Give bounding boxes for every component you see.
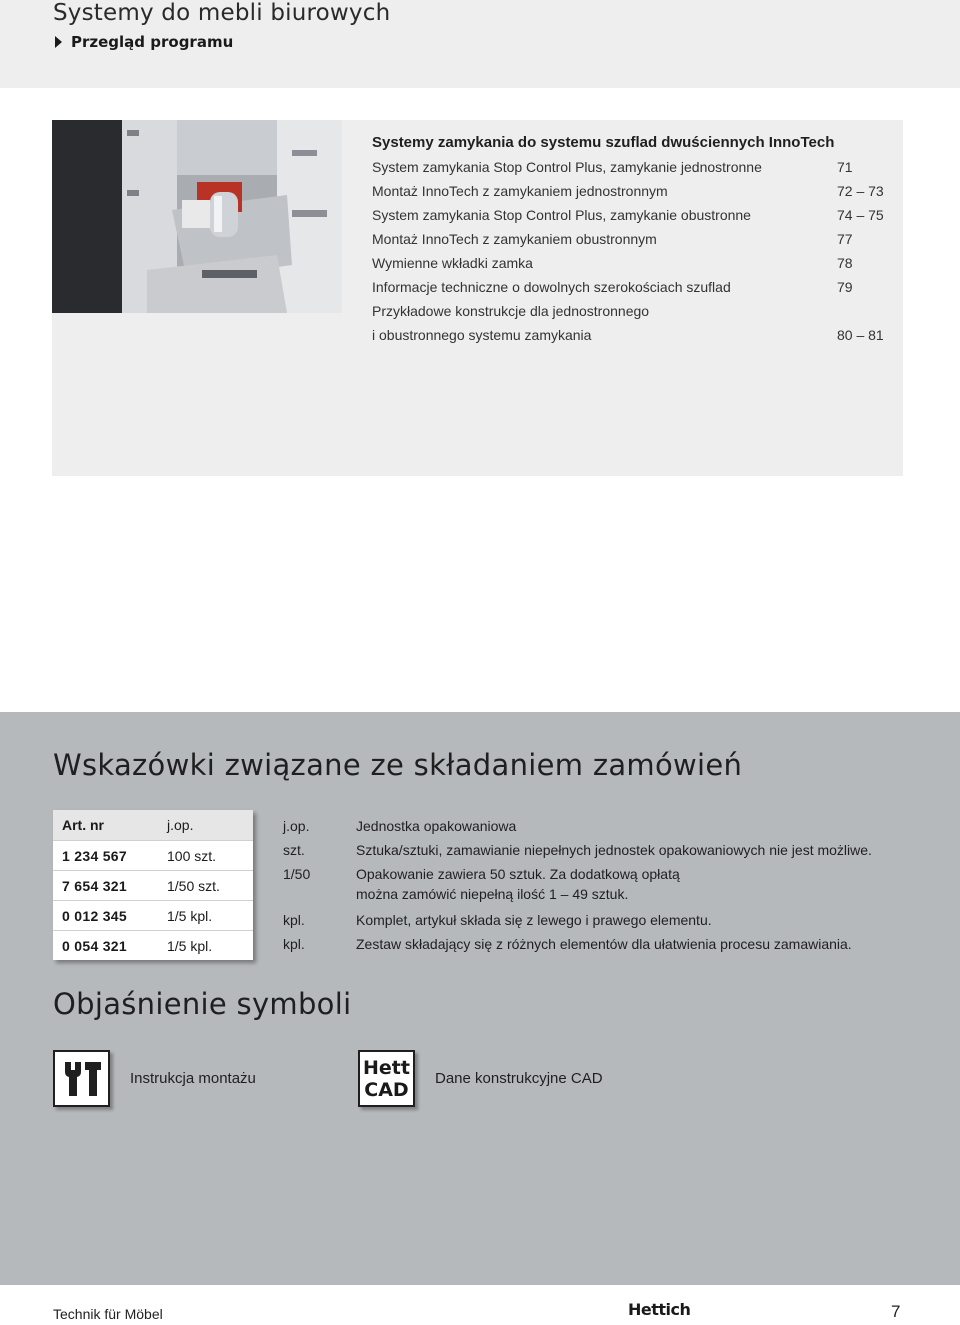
overview-heading: Systemy zamykania do systemu szuflad dwuściennych InnoTech <box>372 134 835 151</box>
footer-tagline: Technik für Möbel <box>53 1306 163 1322</box>
item-text: Wymienne wkładki zamka <box>372 255 533 271</box>
table-row <box>53 930 253 960</box>
symbol-label: Dane konstrukcyjne CAD <box>435 1070 603 1087</box>
definition-value: Opakowanie zawiera 50 sztuk. Za dodatkową opłatą <box>356 866 680 882</box>
product-photo <box>52 120 342 313</box>
definition-item <box>283 910 943 934</box>
table-cell: 0 054 321 <box>62 937 127 954</box>
definition-item <box>283 864 943 910</box>
ordering-notes-section <box>0 712 960 1285</box>
item-text: Montaż InnoTech z zamykaniem jednostronnym <box>372 183 668 199</box>
symbols-heading: Objaśnienie symboli <box>53 987 352 1021</box>
page-title: Systemy do mebli biurowych <box>53 0 391 26</box>
arrow-right-icon <box>55 36 62 48</box>
hettich-logo: Hettich <box>628 1300 691 1319</box>
symbol-cad-data <box>358 1050 603 1107</box>
table-cell: 1/50 szt. <box>167 877 220 894</box>
section-heading: Wskazówki związane ze składaniem zamówień <box>53 748 743 782</box>
list-item <box>372 277 892 301</box>
symbol-label: Instrukcja montażu <box>130 1070 256 1087</box>
program-overview <box>52 120 903 476</box>
page-header <box>0 0 960 88</box>
table-cell: 1 234 567 <box>62 847 127 864</box>
definition-value: Jednostka opakowaniowa <box>356 818 517 834</box>
list-item <box>372 325 892 349</box>
definition-value: Komplet, artykuł składa się z lewego i prawego elementu. <box>356 912 712 928</box>
table-cell: 100 szt. <box>167 847 217 864</box>
section-subtitle <box>55 33 233 51</box>
table-row <box>53 840 253 870</box>
table-cell: 7 654 321 <box>62 877 127 894</box>
definition-value-continued: można zamówić niepełną ilość 1 – 49 sztuk. <box>356 886 629 902</box>
definition-key: kpl. <box>283 936 305 952</box>
item-text: Informacje techniczne o dowolnych szerokościach szuflad <box>372 279 731 295</box>
item-text: Przykładowe konstrukcje dla jednostronnego <box>372 303 650 319</box>
example-order-table <box>53 810 253 960</box>
table-cell: 0 012 345 <box>62 907 127 924</box>
definition-key: j.op. <box>283 818 310 834</box>
item-page: 72 – 73 <box>837 183 884 199</box>
subtitle-text: Przegląd programu <box>71 33 234 51</box>
item-text: Montaż InnoTech z zamykaniem obustronnym <box>372 231 657 247</box>
cad-icon-line2: CAD <box>364 1078 409 1101</box>
table-row <box>53 870 253 900</box>
definition-key: 1/50 <box>283 866 311 882</box>
column-header: j.op. <box>167 817 194 833</box>
list-item <box>372 181 892 205</box>
cad-icon-line1: Hett <box>363 1056 410 1079</box>
overview-list <box>372 133 892 349</box>
item-text: System zamykania Stop Control Plus, zamykanie jednostronne <box>372 159 762 175</box>
table-cell: 1/5 kpl. <box>167 937 213 954</box>
definition-value: Zestaw składający się z różnych elementów dla ułatwienia procesu zamawiania. <box>356 936 852 952</box>
drawer-photo-illustration <box>52 120 342 313</box>
definition-key: kpl. <box>283 912 305 928</box>
tools-icon <box>53 1050 110 1107</box>
item-page: 79 <box>837 279 853 295</box>
table-header <box>53 810 253 840</box>
item-page: 71 <box>837 159 853 175</box>
item-text: i obustronnego systemu zamykania <box>372 327 592 343</box>
definition-value: Sztuka/sztuki, zamawianie niepełnych jednostek opakowaniowych nie jest możliwe. <box>356 842 872 858</box>
symbol-assembly-instructions <box>53 1050 256 1107</box>
definition-key: szt. <box>283 842 305 858</box>
item-page: 74 – 75 <box>837 207 884 223</box>
definitions-list <box>283 816 943 958</box>
table-cell: 1/5 kpl. <box>167 907 213 924</box>
definition-item <box>283 816 943 840</box>
definition-item <box>283 934 943 958</box>
item-page: 78 <box>837 255 853 271</box>
list-item <box>372 157 892 181</box>
list-item <box>372 253 892 277</box>
list-item <box>372 301 892 325</box>
item-text: System zamykania Stop Control Plus, zamykanie obustronne <box>372 207 751 223</box>
list-item <box>372 205 892 229</box>
table-row <box>53 900 253 930</box>
tools-icon-graphic <box>61 1058 103 1100</box>
definition-item <box>283 840 943 864</box>
list-item <box>372 229 892 253</box>
item-page: 80 – 81 <box>837 327 884 343</box>
column-header: Art. nr <box>62 817 104 833</box>
hett-cad-icon <box>358 1050 415 1107</box>
item-page: 77 <box>837 231 853 247</box>
page-number: 7 <box>891 1302 901 1321</box>
